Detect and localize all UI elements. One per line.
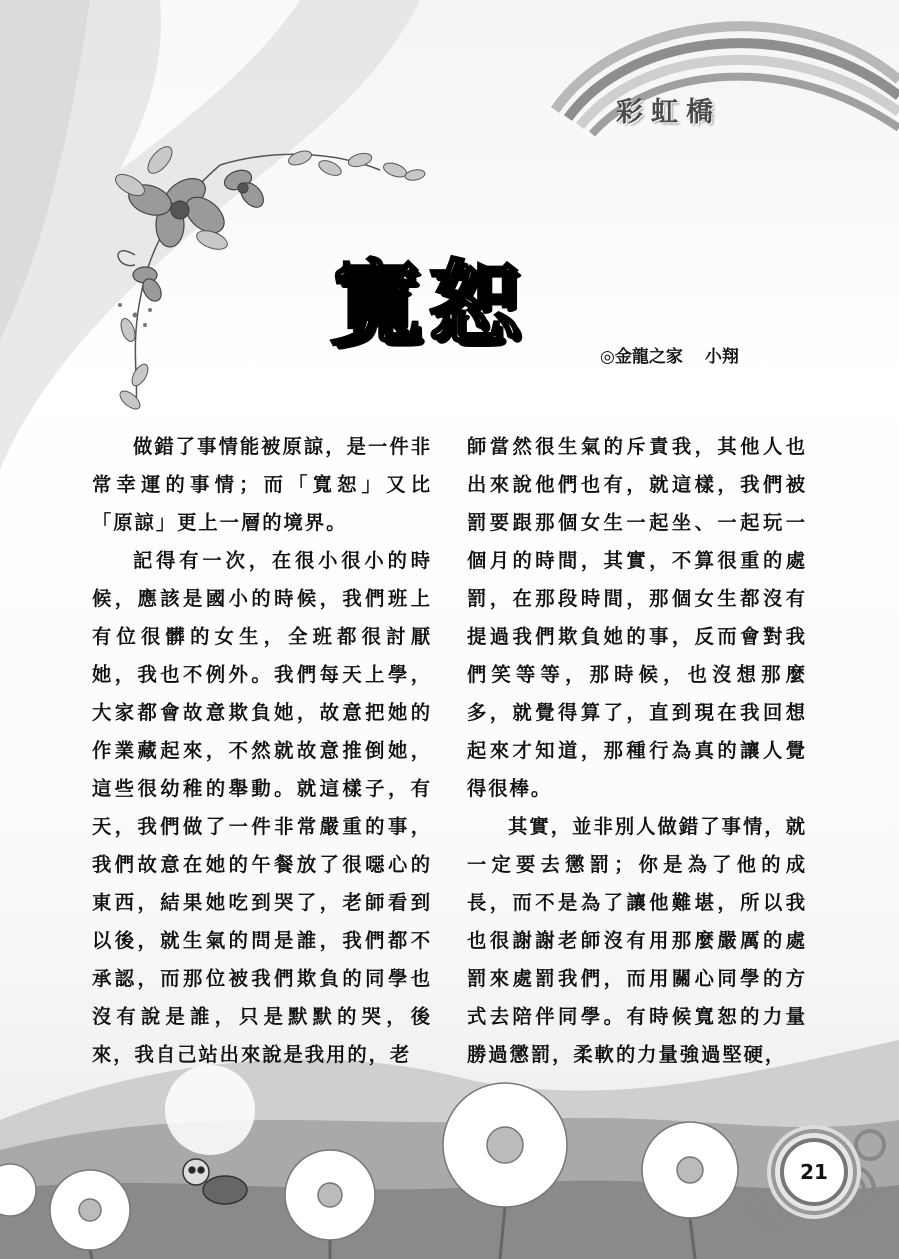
page-number: 21 [780, 1138, 848, 1206]
paragraph: 記得有一次，在很小很小的時候，應該是國小的時候，我們班上有位很髒的女生，全班都很討厭她，我也不例外。我們每天上學，大家都會故意欺負她，故意把她的作業藏起來，不然就故意推倒她，這些很幼稚的舉動。就這樣子，有天，我們做了一件非常嚴重的事，我們故意在她的午餐放了很噁心的東西，結果她吃到哭了，老師看到以後，就生氣的問是誰，我們都不承認，而那位被我們欺負的同學也沒有說是誰，只是默默的哭，後來，我自己站出來說是我用的，老 [92, 549, 432, 1066]
article-column-right [467, 428, 807, 1074]
byline [600, 342, 739, 367]
section-name: 彩虹橋 [616, 97, 721, 128]
article-column-left [92, 428, 432, 1074]
paragraph: 師當然很生氣的斥責我，其他人也出來說他們也有，就這樣，我們被罰要跟那個女生一起坐、一起玩一個月的時間，其實，不算很重的處罰，在那段時間，那個女生都沒有提過我們欺負她的事，反而會對我們笑等等，那時候，也沒想那麼多，就覺得算了，直到現在我回想起來才知道，那種行為真的讓人覺得很棒。 [467, 435, 807, 800]
paragraph: 做錯了事情能被原諒，是一件非常幸運的事情；而「寬恕」又比「原諒」更上一層的境界。 [92, 435, 432, 534]
byline-org: ◎金龍之家 [600, 347, 683, 367]
article-title: 寬恕 [330, 251, 527, 358]
paragraph: 其實，並非別人做錯了事情，就一定要去懲罰；你是為了他的成長，而不是為了讓他難堪，所以我也很謝謝老師沒有用那麼嚴厲的處罰來處罰我們，而用關心同學的方式去陪伴同學。有時候寬恕的力量勝過懲罰，柔軟的力量強過堅硬， [467, 815, 807, 1066]
sun-glow [165, 1065, 255, 1155]
byline-author: 小翔 [704, 347, 739, 367]
